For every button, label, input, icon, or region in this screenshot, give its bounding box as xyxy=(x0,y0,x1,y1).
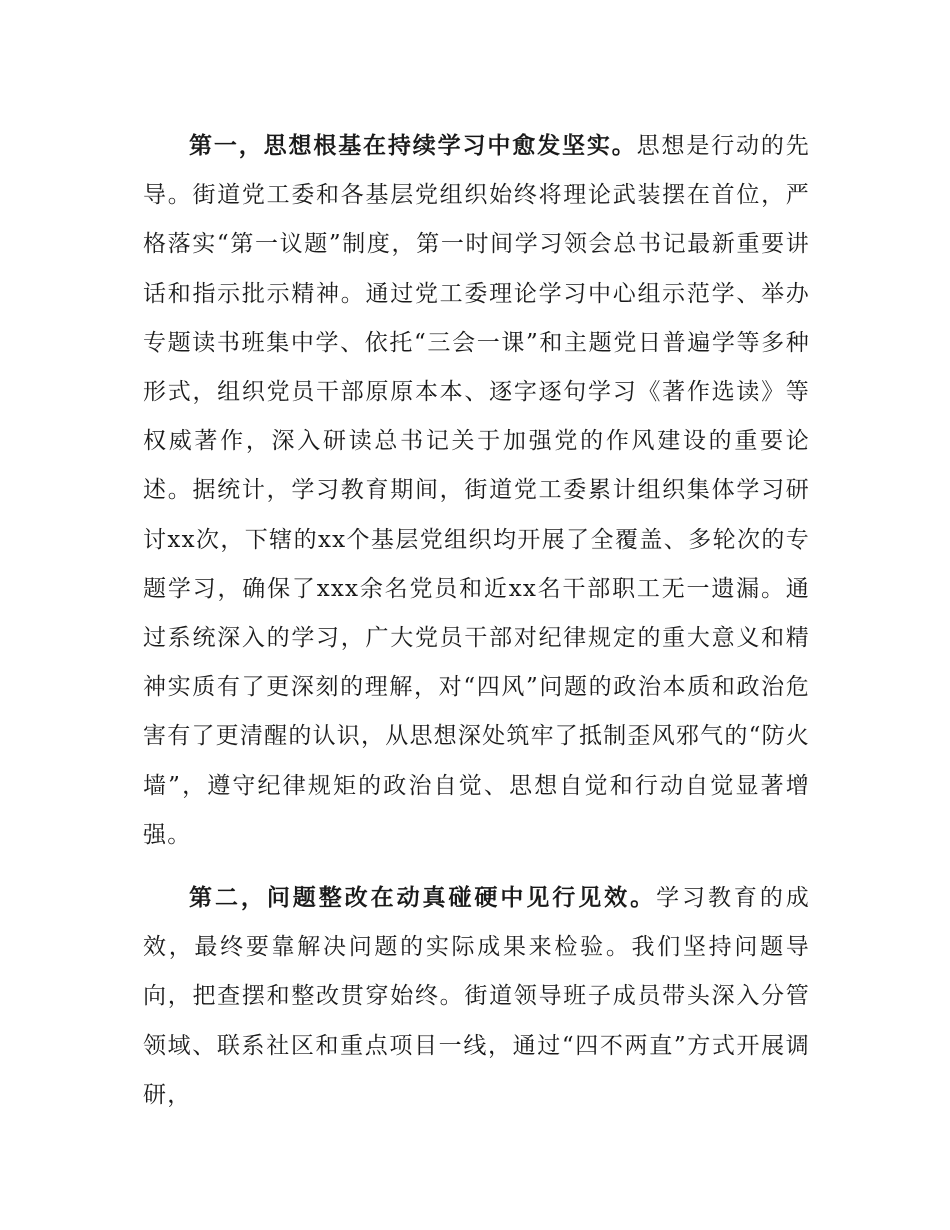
paragraph-1-body: 思想是行动的先导。街道党工委和各基层党组织始终将理论武装摆在首位，严格落实“第一议题”制度，第一时间学习领会总书记最新重要讲话和指示批示精神。通过党工委理论学习中心组示范学、举办专题读书班集中学、依托“三会一课”和主题党日普遍学等多种形式，组织党员干部原原本本、逐字逐句学习《著作选读》等权威著作，深入研读总书记关于加强党的作风建设的重要论述。据统计，学习教育期间，街道党工委累计组织集体学习研讨xx次，下辖的xx个基层党组织均开展了全覆盖、多轮次的专题学习，确保了xxx余名党员和近xx名干部职工无一遗漏。通过系统深入的学习，广大党员干部对纪律规定的重大意义和精神实质有了更深刻的理解，对“四风”问题的政治本质和政治危害有了更清醒的认识，从思想深处筑牢了抵制歪风邪气的“防火墙”，遵守纪律规矩的政治自觉、思想自觉和行动自觉显著增强。 xyxy=(143,133,810,848)
paragraph-2-body: 学习教育的成效，最终要靠解决问题的实际成果来检验。我们坚持问题导向，把查摆和整改贯穿始终。街道领导班子成员带头深入分管领域、联系社区和重点项目一线，通过“四不两直”方式开展调研， xyxy=(143,885,810,1108)
paragraph-1-heading: 第一，思想根基在持续学习中愈发坚实。 xyxy=(189,133,637,159)
paragraph-2 xyxy=(143,874,810,1120)
paragraph-2-heading: 第二，问题整改在动真碰硬中见行见效。 xyxy=(189,885,657,912)
paragraph-1 xyxy=(143,122,810,860)
document-page xyxy=(143,122,810,1120)
